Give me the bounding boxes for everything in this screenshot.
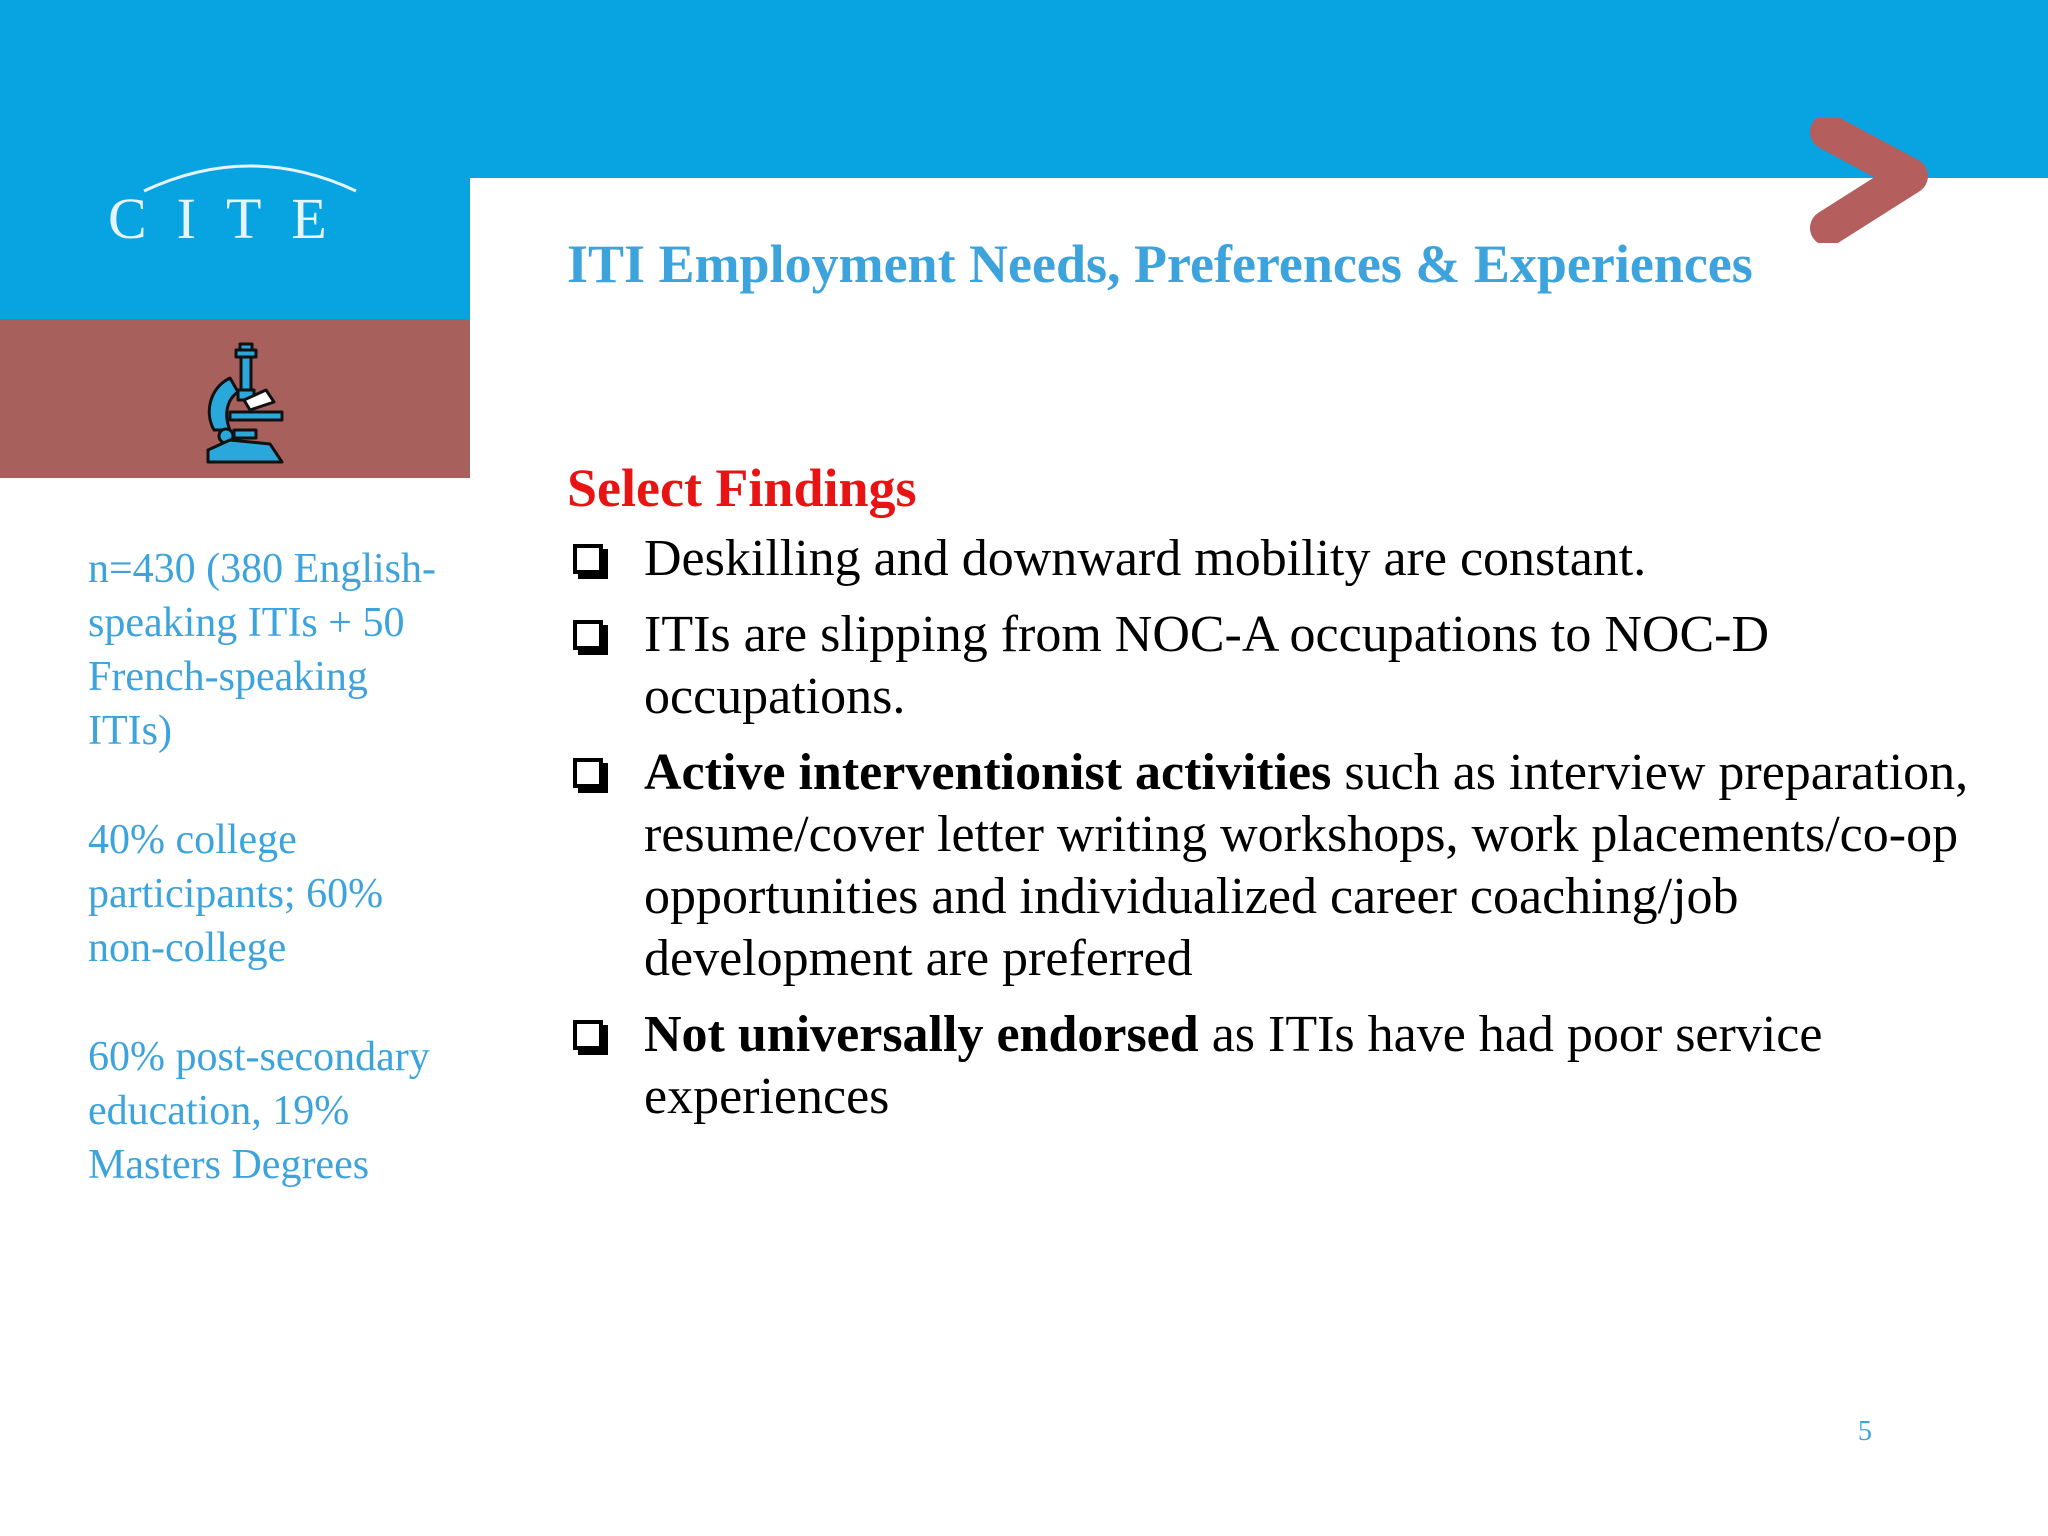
logo-text: CITE [108,186,357,251]
finding-text: Deskilling and downward mobility are constant. [644,530,1647,587]
findings-heading: Select Findings [567,458,917,518]
list-item [567,528,1987,590]
finding-text: as ITIs have had poor service experiences [644,1006,1823,1125]
microscope-icon [200,340,290,468]
checkbox-bullet-icon [573,1020,603,1050]
checkbox-bullet-icon [573,544,603,574]
list-item [567,1004,1987,1128]
finding-text: such as interview preparation, resume/cover letter writing workshops, work placements/co-op opportunities and individualized career coaching/job development are preferred [644,744,1969,987]
header-band [0,0,2048,178]
findings-section [567,452,1987,1142]
stat-college: 40% college participants; 60% non-college [88,817,384,971]
list-item [567,742,1987,990]
stat-education: 60% post-secondary education, 19% Masters Degrees [88,1034,430,1188]
finding-text: ITIs are slipping from NOC-A occupations to NOC-D occupations. [644,606,1770,725]
finding-bold: Not universally endorsed [644,1006,1199,1063]
page-number: 5 [1858,1416,1872,1447]
stats-sidebar [88,542,448,1247]
slide-title: ITI Employment Needs, Preferences & Experiences [567,234,1753,294]
finding-bold: Active interventionist activities [644,744,1332,801]
stat-sample-size: n=430 (380 English-speaking ITIs + 50 French-speaking ITIs) [88,546,436,754]
checkbox-bullet-icon [573,620,603,650]
findings-list [567,528,1987,1128]
checkbox-bullet-icon [573,758,603,788]
list-item [567,604,1987,728]
chevron-right-icon [1810,118,1930,243]
